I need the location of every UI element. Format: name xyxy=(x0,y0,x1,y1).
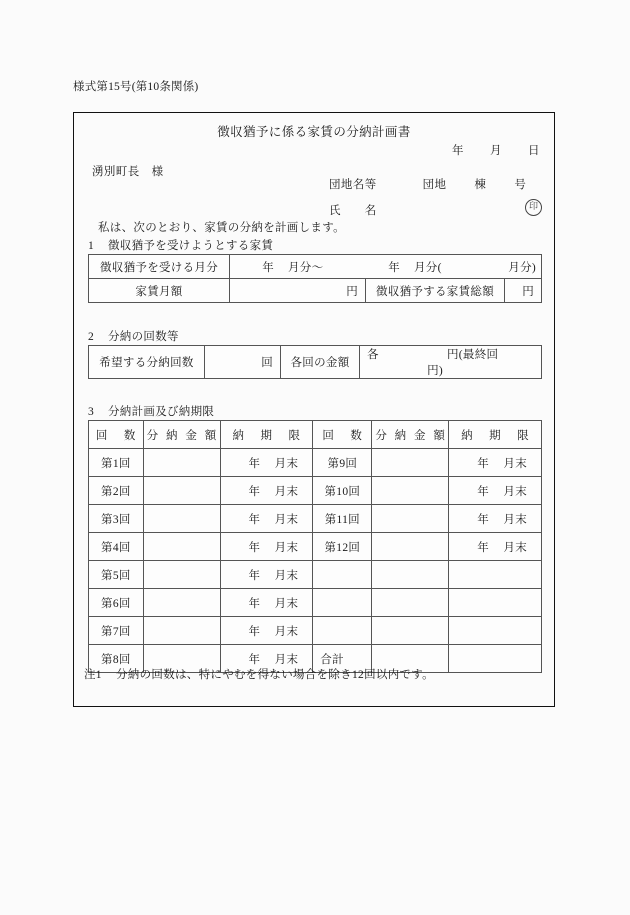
date-day-label: 日 xyxy=(528,145,540,157)
date-month-label: 月 xyxy=(490,145,502,157)
cell-each-amount-label: 各回の金額 xyxy=(281,346,360,379)
addressee-honorific: 様 xyxy=(151,166,164,178)
due-month: 月末 xyxy=(274,625,299,638)
due-year: 年 xyxy=(248,513,261,526)
period-month-count: 月分) xyxy=(508,261,536,274)
cell-deferral-months-label: 徴収猶予を受ける月分 xyxy=(89,255,230,279)
section-1-heading xyxy=(88,237,273,253)
period-month-2: 月分( xyxy=(414,261,442,274)
cell-each-amount-value[interactable] xyxy=(360,346,542,379)
section-3-number: 3 xyxy=(88,406,95,418)
installment-due[interactable] xyxy=(449,505,542,533)
table-row xyxy=(89,255,542,279)
footnote-text: 分納の回数は、特にやむを得ない場合を除き12回以内です。 xyxy=(116,669,434,681)
due-month: 月末 xyxy=(274,569,299,582)
installment-label: 第3回 xyxy=(89,505,144,533)
installment-due[interactable] xyxy=(220,449,313,477)
total-label: 合計 xyxy=(313,645,372,673)
due-year: 年 xyxy=(248,625,261,638)
installment-due[interactable] xyxy=(449,533,542,561)
section-2-table xyxy=(88,345,542,379)
installment-amount[interactable] xyxy=(372,449,449,477)
installment-due[interactable] xyxy=(449,449,542,477)
cell-installment-count-label: 希望する分納回数 xyxy=(89,346,205,379)
cell-total-deferred-label: 徴収猶予する家賃総額 xyxy=(366,279,505,303)
installment-amount[interactable] xyxy=(143,617,220,645)
installment-amount[interactable] xyxy=(372,589,449,617)
installment-label: 第9回 xyxy=(313,449,372,477)
name-line xyxy=(329,202,541,218)
installment-label: 第5回 xyxy=(89,561,144,589)
installment-amount[interactable] xyxy=(372,561,449,589)
due-year: 年 xyxy=(248,485,261,498)
footnote-label: 注1 xyxy=(84,669,102,681)
installment-amount[interactable] xyxy=(143,505,220,533)
table-row xyxy=(89,617,542,645)
section-2-heading xyxy=(88,328,179,344)
installment-label xyxy=(313,617,372,645)
addressee-line xyxy=(92,163,164,179)
installment-amount[interactable] xyxy=(143,561,220,589)
due-month: 月末 xyxy=(274,541,299,554)
form-outer-frame xyxy=(73,112,555,707)
installment-label: 第7回 xyxy=(89,617,144,645)
table-row xyxy=(89,449,542,477)
header-amount-right: 分 納 金 額 xyxy=(372,421,449,449)
installment-label xyxy=(313,561,372,589)
table-row xyxy=(89,346,542,379)
installment-amount[interactable] xyxy=(143,533,220,561)
installment-due[interactable] xyxy=(220,477,313,505)
due-month: 月末 xyxy=(274,513,299,526)
number-unit: 号 xyxy=(514,179,527,191)
due-year: 年 xyxy=(248,541,261,554)
installment-amount[interactable] xyxy=(372,505,449,533)
table-row xyxy=(89,533,542,561)
section-1-table xyxy=(88,254,542,303)
installment-due[interactable] xyxy=(449,561,542,589)
header-due-right: 納 期 限 xyxy=(449,421,542,449)
due-year: 年 xyxy=(477,541,489,554)
section-2-title: 分納の回数等 xyxy=(108,331,179,343)
each-yen-unit: 円(最終回 xyxy=(447,349,499,361)
cell-installment-count-value[interactable]: 回 xyxy=(205,346,281,379)
table-row xyxy=(89,589,542,617)
installment-due[interactable] xyxy=(220,505,313,533)
table-row xyxy=(89,561,542,589)
date-year-label: 年 xyxy=(452,145,464,157)
due-year: 年 xyxy=(248,569,261,582)
danchi-line xyxy=(329,176,541,192)
due-month: 月末 xyxy=(274,457,299,470)
installment-amount[interactable] xyxy=(143,589,220,617)
form-number: 様式第15号(第10条関係) xyxy=(73,81,199,93)
due-month: 月末 xyxy=(503,541,527,554)
installment-due[interactable] xyxy=(449,477,542,505)
installment-amount[interactable] xyxy=(372,533,449,561)
due-month: 月末 xyxy=(274,597,299,610)
page-title: 徴収猶予に係る家賃の分納計画書 xyxy=(217,125,411,139)
building-unit: 棟 xyxy=(474,179,487,191)
due-month: 月末 xyxy=(503,485,527,498)
danchi-unit: 団地 xyxy=(422,179,447,191)
installment-amount[interactable] xyxy=(372,617,449,645)
period-year-2: 年 xyxy=(388,261,400,274)
name-label: 氏 名 xyxy=(329,205,377,217)
installment-due[interactable] xyxy=(449,617,542,645)
cell-monthly-rent-label: 家賃月額 xyxy=(89,279,230,303)
table-row xyxy=(89,279,542,303)
installment-label: 第1回 xyxy=(89,449,144,477)
due-year: 年 xyxy=(477,457,489,470)
footnote xyxy=(84,666,434,682)
header-due-left: 納 期 限 xyxy=(220,421,313,449)
section-1-number: 1 xyxy=(88,240,95,252)
installment-due[interactable] xyxy=(449,589,542,617)
table-row xyxy=(89,505,542,533)
due-year: 年 xyxy=(248,597,261,610)
period-month-1: 月分～ xyxy=(288,261,324,274)
due-month: 月末 xyxy=(503,457,527,470)
table-row xyxy=(89,477,542,505)
due-year: 年 xyxy=(248,457,261,470)
cell-deferral-months-value[interactable] xyxy=(230,255,542,279)
installment-due[interactable] xyxy=(220,561,313,589)
installment-label: 第6回 xyxy=(89,589,144,617)
cell-total-deferred-value[interactable]: 円 xyxy=(505,279,542,303)
section-2-number: 2 xyxy=(88,331,95,343)
addressee-name: 湧別町長 xyxy=(92,166,140,178)
due-year: 年 xyxy=(477,485,489,498)
installment-due[interactable] xyxy=(220,589,313,617)
installment-label xyxy=(313,589,372,617)
due-month: 月末 xyxy=(274,485,299,498)
each-prefix: 各 xyxy=(367,349,379,361)
section-1-title: 徴収猶予を受けようとする家賃 xyxy=(108,240,274,252)
installment-label: 第10回 xyxy=(313,477,372,505)
seal-icon: 印 xyxy=(525,199,542,216)
installment-amount[interactable] xyxy=(372,477,449,505)
last-yen-unit: 円) xyxy=(427,365,443,377)
header-count-right: 回 数 xyxy=(313,421,372,449)
header-amount-left: 分 納 金 額 xyxy=(143,421,220,449)
total-due[interactable] xyxy=(449,645,542,673)
installment-amount[interactable] xyxy=(143,449,220,477)
intro-sentence: 私は、次のとおり、家賃の分納を計画します。 xyxy=(98,222,345,234)
due-year: 年 xyxy=(248,653,261,666)
date-line xyxy=(452,142,540,158)
installment-due[interactable] xyxy=(220,617,313,645)
installment-label: 第8回 xyxy=(89,645,144,673)
installment-label: 第4回 xyxy=(89,533,144,561)
due-month: 月末 xyxy=(503,513,527,526)
section-3-table xyxy=(88,420,542,673)
danchi-label: 団地名等 xyxy=(329,179,377,191)
due-year: 年 xyxy=(477,513,489,526)
header-count-left: 回 数 xyxy=(89,421,144,449)
installment-label: 第2回 xyxy=(89,477,144,505)
table-header-row xyxy=(89,421,542,449)
period-year-1: 年 xyxy=(262,261,274,274)
cell-monthly-rent-value[interactable]: 円 xyxy=(230,279,366,303)
section-3-title: 分納計画及び納期限 xyxy=(108,406,215,418)
due-month: 月末 xyxy=(274,653,299,666)
installment-due[interactable] xyxy=(220,533,313,561)
installment-label: 第11回 xyxy=(313,505,372,533)
installment-label: 第12回 xyxy=(313,533,372,561)
section-3-heading xyxy=(88,403,214,419)
installment-amount[interactable] xyxy=(143,477,220,505)
